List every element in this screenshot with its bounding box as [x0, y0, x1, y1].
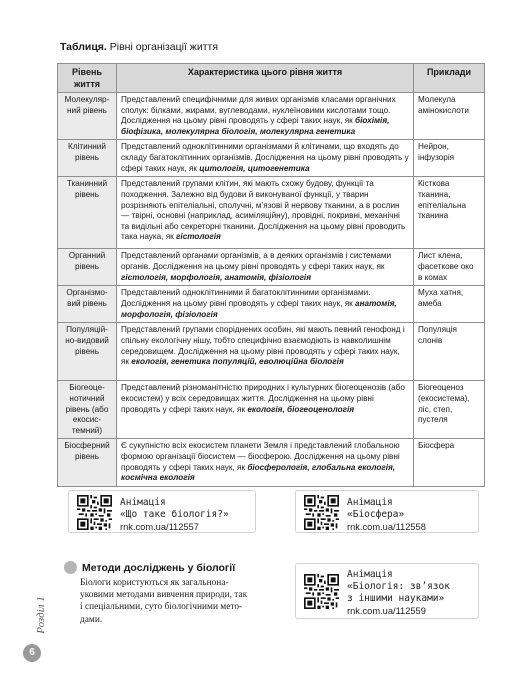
qr-code-icon — [304, 574, 339, 609]
qr-card-title-cont: з іншими науками» — [347, 593, 445, 604]
qr-code-icon — [304, 495, 339, 530]
body-line: Біологи користуються як загальнона- — [80, 578, 229, 588]
level-cell: Організмо-вий рівень — [58, 286, 117, 323]
qr-card-title: «Біологія: зв’язок — [347, 581, 450, 592]
table-header-row — [58, 64, 485, 93]
qr-card-label: Анімація — [347, 569, 393, 580]
header-examples: Приклади — [414, 64, 485, 93]
level-cell: Біогеоце-нотичний рівень (або екосис-темний) — [58, 381, 117, 439]
example-cell: Популяція слонів — [414, 323, 485, 381]
header-characteristic: Характеристика цього рівня життя — [117, 64, 414, 93]
table-row — [58, 381, 485, 439]
description-cell: Є сукупністю всіх екосистем планети Земля і представлений глобальною формою організації біосистем — біосферою. Дослідження на цьому рівні проводять у сфері таких наук, як біосферологія, глобальна екологія, космічна екологія — [117, 439, 414, 486]
chapter-side-label: Розділ 1 — [34, 596, 47, 634]
table-title: Таблиця. Рівні організації життя — [60, 41, 219, 53]
qr-card-biology-links[interactable] — [295, 563, 479, 619]
qr-card-title: «Що таке біологія?» — [120, 509, 229, 520]
life-levels-table — [57, 63, 485, 487]
qr-card-title: «Біосфера» — [347, 509, 405, 520]
description-cell: Представлений органами організмів, а в деяких організмів і системами органів. Дослідження на цьому рівні проводять у сфері таких наук, як гістологія, морфологія, анатомія, фізіологія — [117, 249, 414, 286]
level-cell: Тканинний рівень — [58, 177, 117, 249]
example-cell: Кісткова тканина, епітеліальна тканина — [414, 177, 485, 249]
example-cell: Нейрон, інфузорія — [414, 140, 485, 177]
table-row — [58, 286, 485, 323]
example-cell: Муха хатня, амеба — [414, 286, 485, 323]
table-row — [58, 177, 485, 249]
qr-card-link[interactable]: rnk.com.ua/112558 — [347, 522, 426, 532]
example-cell: Біогеоценоз (екосистема), ліс, степ, пустеля — [414, 381, 485, 439]
section-heading: Методи досліджень у біології — [64, 561, 235, 574]
level-cell: Біосферний рівень — [58, 439, 117, 486]
section-body — [80, 577, 280, 626]
table-row — [58, 140, 485, 177]
example-cell: Молекула амінокислоти — [414, 93, 485, 140]
body-line: уковими методами вивчення природи, так — [80, 590, 248, 601]
description-cell: Представлений одноклітинними й багатоклітинними організмами. Дослідження на цьому рівні проводять у сфері таких наук, як анатомія, морфологія, фізіологія — [117, 286, 414, 323]
page-number: 6 — [23, 644, 41, 662]
header-level: Рівень життя — [58, 64, 117, 93]
level-cell: Популяцій-но-видовий рівень — [58, 323, 117, 381]
qr-card-label: Анімація — [120, 497, 166, 508]
table-row — [58, 323, 485, 381]
level-cell: Клітинний рівень — [58, 140, 117, 177]
example-cell: Біосфера — [414, 439, 485, 486]
level-cell: Органний рівень — [58, 249, 117, 286]
table-row — [58, 93, 485, 140]
body-line: і спеціальними, суто біологічними мето- — [80, 602, 243, 613]
qr-card-biosphere[interactable] — [295, 490, 479, 533]
table-row — [58, 249, 485, 286]
qr-card-link[interactable]: rnk.com.ua/112557 — [120, 522, 199, 532]
qr-card-label: Анімація — [347, 497, 393, 508]
example-cell: Лист клена, фасеткове око в комах — [414, 249, 485, 286]
body-line: дами. — [80, 614, 103, 625]
description-cell: Представлений одноклітинними організмами й клітинами, що входять до складу багатоклітинних організмів. Дослідження на цьому рівні проводять у сфері таких наук, як цитологія, цитогенетика — [117, 140, 414, 177]
description-cell: Представлений специфічними для живих організмів класами органічних сполук: білками, жирами, вуглеводами, нуклеїновими кислотами тощо. Дослідження на цьому рівні проводять у сфері таких наук, як біохімія, біофізика, молекулярна біологія, молекулярна генетика — [117, 93, 414, 140]
qr-card-link[interactable]: rnk.com.ua/112559 — [347, 606, 426, 616]
qr-code-icon — [77, 495, 112, 530]
description-cell: Представлений групами клітин, які мають схожу будову, функції та походження. Залежно від будови й виконуваної функції, у тварин розрізняють епітеліальні, сполучні, м’язові й нервову тканини, а в рослин — твірні, основні (наприклад, асиміляційну), провідні, покривні, механічні та видільні або секреторні тканини. Дослідження на цьому рівні проводить така наука, як гістологія — [117, 177, 414, 249]
table-row — [58, 439, 485, 486]
bullet-circle-icon — [64, 561, 77, 574]
description-cell: Представлений групами споріднених особин, які мають певний генофонд і спільну екологічну нішу, тобто специфічно взаємодіють із навколишнім середовищем. Дослідження на цьому рівні проводять у сфері таких наук, як екологія, генетика популяцій, еволюційна біологія — [117, 323, 414, 381]
level-cell: Молекуляр-ний рівень — [58, 93, 117, 140]
description-cell: Представлений різноманітністю природних і культурних біогеоценозів (або екосистем) у всіх середовищах життя. Дослідження на цьому рівні проводять у сфері таких наук, як екологія, біогеоценологія — [117, 381, 414, 439]
qr-card-what-is-biology[interactable] — [68, 490, 256, 533]
